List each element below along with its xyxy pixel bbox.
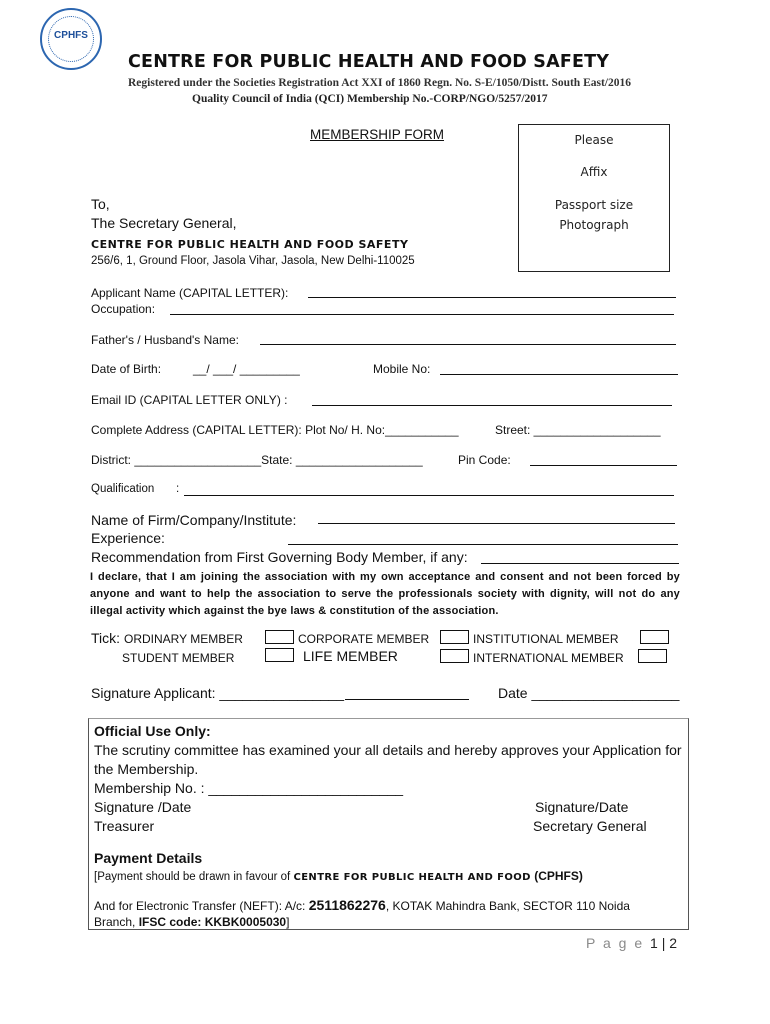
form-title: MEMBERSHIP FORM	[310, 127, 445, 142]
photo-box	[518, 124, 670, 272]
payment-favour-abbr: (CPHFS)	[530, 869, 583, 883]
signature-applicant[interactable]: Signature Applicant: ________________	[91, 685, 344, 701]
ordinary-member-checkbox[interactable]	[265, 630, 294, 644]
mobile-label: Mobile No:	[373, 362, 431, 376]
recipient: The Secretary General,	[91, 215, 237, 231]
ordinary-member-label: ORDINARY MEMBER	[124, 632, 243, 646]
official-heading: Official Use Only:	[94, 723, 211, 739]
membership-no: Membership No. : _________________________	[94, 780, 404, 796]
payment-favour	[94, 869, 583, 883]
to-line: To,	[91, 196, 110, 212]
father-husband-label: Father's / Husband's Name:	[91, 333, 239, 347]
page-word: P a g e	[586, 935, 645, 951]
org-address: 256/6, 1, Ground Floor, Jasola Vihar, Jasola, New Delhi-110025	[91, 255, 415, 267]
corporate-member-checkbox[interactable]	[440, 630, 469, 644]
signature-date[interactable]: Date ___________________	[498, 685, 680, 701]
corporate-member-label: CORPORATE MEMBER	[298, 632, 430, 646]
secretary-general-label: Secretary General	[533, 818, 647, 834]
qualification-colon: :	[176, 483, 180, 495]
recommendation-field[interactable]	[481, 563, 679, 564]
dob-field[interactable]: __/ ___/ _________	[193, 362, 300, 376]
declaration-text: I declare, that I am joining the association with my own acceptance and consent and not been forced by anyone and want to help the association to serve the professionals society with dignity, will not do any illegal activity which against the bye laws & constitution of the association.	[90, 571, 680, 617]
qualification-field[interactable]	[184, 495, 674, 496]
treasurer-label: Treasurer	[94, 818, 155, 834]
firm-field[interactable]	[318, 523, 675, 524]
institutional-member-label: INSTITUTIONAL MEMBER	[473, 632, 619, 646]
signature-date-right: Signature/Date	[535, 799, 629, 815]
international-member-checkbox[interactable]	[638, 649, 667, 663]
registration-line: Registered under the Societies Registration Act XXI of 1860 Regn. No. S-E/1050/Distt. South East/2016	[128, 77, 632, 89]
page-title: CENTRE FOR PUBLIC HEALTH AND FOOD SAFETY	[128, 52, 610, 72]
district-state-field[interactable]: District: ___________________State: ___________________	[91, 453, 423, 467]
applicant-name-field[interactable]	[308, 297, 676, 298]
occupation-field[interactable]	[170, 314, 674, 315]
official-text: The scrutiny committee has examined your all details and hereby approves your Application for the Membership.	[94, 742, 682, 777]
photo-line-2: Affix	[580, 165, 608, 179]
cphfs-logo	[40, 8, 102, 70]
institutional-member-checkbox[interactable]	[640, 630, 669, 644]
life-member-label: LIFE MEMBER	[303, 648, 398, 664]
official-use-box	[88, 718, 689, 930]
applicant-name-label: Applicant Name (CAPITAL LETTER):	[91, 286, 289, 300]
payment-favour-org: CENTRE FOR PUBLIC HEALTH AND FOOD	[293, 872, 531, 883]
tick-label: Tick:	[91, 630, 121, 646]
pin-code-field[interactable]	[530, 465, 677, 466]
payment-neft	[94, 897, 630, 913]
address-label[interactable]: Complete Address (CAPITAL LETTER): Plot No/ H. No:___________	[91, 423, 459, 437]
photo-line-3: Passport size	[554, 198, 634, 212]
neft-prefix: And for Electronic Transfer (NEFT): A/c:	[94, 899, 309, 913]
photo-line-1: Please	[574, 133, 614, 147]
father-husband-field[interactable]	[260, 344, 676, 345]
photo-line-4: Photograph	[559, 218, 629, 232]
recommendation-label: Recommendation from First Governing Body Member, if any:	[91, 549, 468, 565]
mobile-field[interactable]	[440, 374, 678, 375]
student-member-label: STUDENT MEMBER	[122, 651, 235, 665]
signature-date-left: Signature /Date	[94, 799, 192, 815]
occupation-label: Occupation:	[91, 302, 156, 316]
life-member-checkbox[interactable]	[440, 649, 469, 663]
experience-field[interactable]	[288, 544, 678, 545]
neft-bank: , KOTAK Mahindra Bank, SECTOR 110 Noida	[385, 899, 630, 913]
signature-applicant-field[interactable]	[345, 699, 469, 700]
page-number	[586, 935, 677, 951]
page-count: 1 | 2	[650, 935, 678, 951]
international-member-label: INTERNATIONAL MEMBER	[473, 651, 624, 665]
dob-label: Date of Birth:	[91, 362, 162, 376]
experience-label: Experience:	[91, 530, 165, 546]
email-field[interactable]	[312, 405, 672, 406]
branch-label: Branch,	[94, 915, 139, 929]
email-label: Email ID (CAPITAL LETTER ONLY) :	[91, 393, 288, 407]
street-field[interactable]: Street: ___________________	[495, 423, 661, 437]
account-number: 2511862276	[308, 897, 386, 913]
logo-text: CPHFS	[54, 30, 88, 41]
pin-code-label: Pin Code:	[458, 453, 511, 467]
firm-label: Name of Firm/Company/Institute:	[91, 512, 297, 528]
student-member-checkbox[interactable]	[265, 648, 294, 662]
payment-branch	[94, 915, 289, 929]
ifsc-code: IFSC code: KKBK0005030	[138, 915, 287, 929]
qualification-label: Qualification	[91, 483, 155, 495]
branch-close: ]	[286, 915, 290, 929]
qci-line: Quality Council of India (QCI) Membership No.-CORP/NGO/5257/2017	[192, 93, 548, 105]
org-name: CENTRE FOR PUBLIC HEALTH AND FOOD SAFETY	[91, 238, 409, 251]
payment-heading: Payment Details	[94, 850, 203, 866]
payment-favour-prefix: [Payment should be drawn in favour of	[94, 871, 294, 883]
